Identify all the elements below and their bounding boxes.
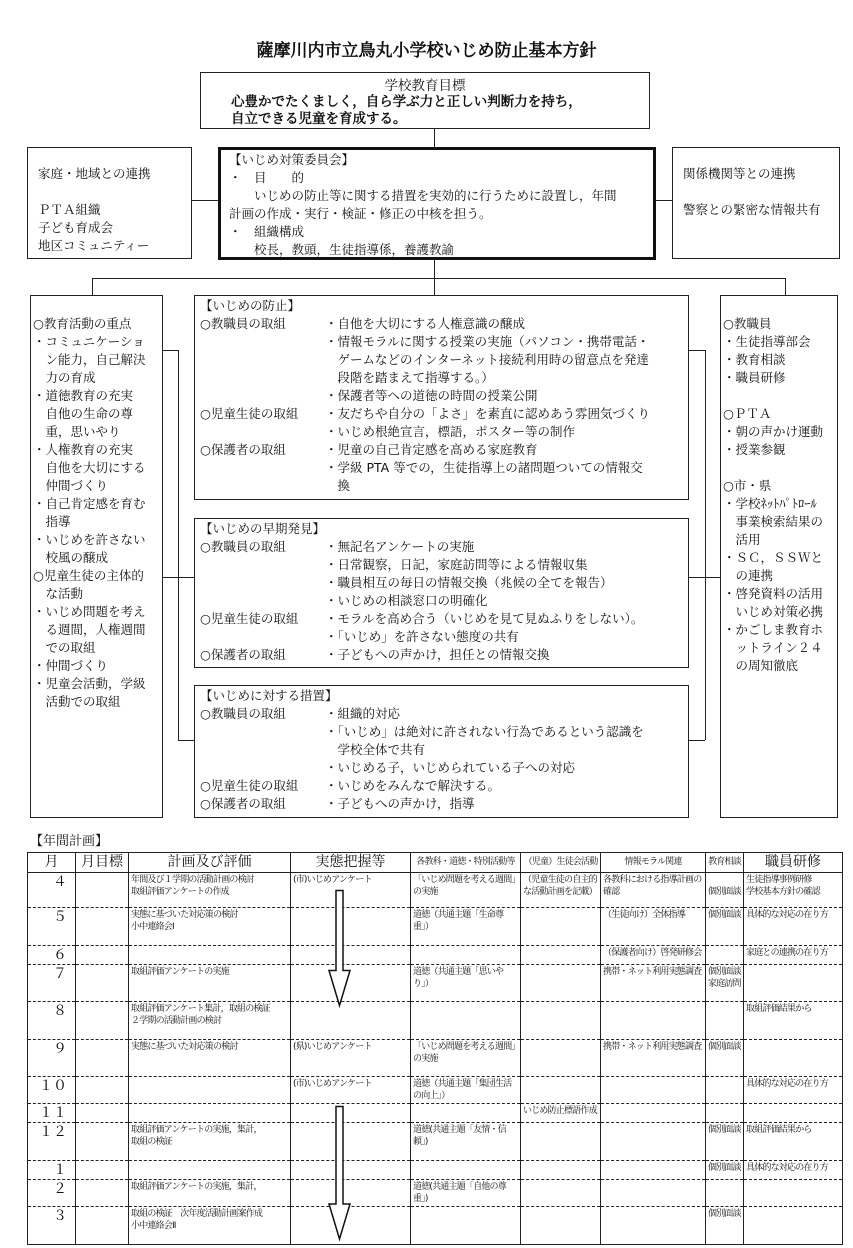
table-cell [601,1161,706,1180]
actor-label [200,369,325,387]
table-cell [744,1104,843,1123]
actor-label: ○教職員の取組 [200,706,286,721]
measure-row [200,759,688,777]
measure-row [200,592,688,610]
actor-label [200,759,325,777]
text-line: ・学校ﾈｯﾄﾊﾟﾄﾛｰﾙ [723,496,817,511]
connector [785,278,786,295]
measure-text: ・無記名アンケートの実施 [325,539,475,554]
connector [178,740,194,741]
table-row [28,1077,843,1104]
text-line: ・人権教育の充実 [33,442,134,457]
related-agencies-box [672,147,840,259]
actor-label [200,592,325,610]
column-header: 職員研修 [744,853,843,873]
measure-row [200,741,688,759]
table-cell: 具体的な対応の在り方 [744,908,843,946]
text-line: ットライン２４ [723,640,823,655]
measure-text: ・情報モラルに関する授業の実施（パソコン・携帯電話・ [325,334,650,349]
measure-text: ・「いじめ」を許さない態度の共有 [325,629,519,644]
measure-text: ・日常観察，日記，家庭訪問等による情報収集 [325,557,588,572]
text-line: ン能力，自己解決 [33,352,146,367]
text-line: 自他を大切にする [33,460,146,475]
table-cell: 取組評価アンケートの実施 [129,965,291,1002]
actor-label [200,574,325,592]
table-cell [521,1161,601,1180]
down-arrow-icon [329,891,350,1006]
text-line: ・ 目 的 [229,170,305,185]
table-cell [76,1104,129,1123]
annual-plan-heading: 【年間計画】 [30,834,109,849]
table-cell: 道徳（共通主題「生命尊重」） [411,908,521,946]
text-line: ・いじめを許さない [33,532,146,547]
table-cell [521,1207,601,1245]
text-line: ・啓発資料の活用 [723,586,824,601]
connector [705,350,706,740]
text-line: 計画の作成・実行・検証・修正の中核を担う。 [229,206,492,221]
staff-pta-city-column [720,295,838,818]
actor-label: ○保護者の取組 [200,442,286,457]
table-cell: 「いじめ問題を考える週間」の実施 [411,873,521,908]
text-line: 力の育成 [33,370,96,385]
text-line: 家庭・地域との連携 [38,166,151,181]
text-line: いじめ対策必携 [723,604,824,619]
table-cell: 取組の検証 次年度活動計画案作成 小中連絡会Ⅱ [129,1207,291,1245]
table-cell [601,1207,706,1245]
text-line [723,459,837,477]
measure-row [200,333,688,351]
measure-row [200,315,688,333]
table-cell [706,1002,744,1040]
column-header: 情報モラル関連 [601,853,706,873]
text-line: 仲間づくり [33,478,109,493]
section-heading: 【いじめに対する措置】 [200,688,338,703]
measure-text: ・自他を大切にする人権意識の醸成 [325,316,526,331]
measure-text: ・子どもへの声かけ，担任との情報交換 [325,647,550,662]
arrows-layer [325,0,355,1248]
table-cell [521,1180,601,1207]
table-cell [601,1002,706,1040]
measure-row [200,459,688,477]
table-row [28,873,843,908]
table-cell: 取組評価アンケートの実施，集計， 取組の検証 [129,1123,291,1161]
measure-row [200,795,688,813]
table-cell [521,1077,601,1104]
table-row [28,1002,843,1040]
table-cell: 各教科における指導計画の確認 [601,873,706,908]
table-cell [706,1180,744,1207]
table-cell [744,1040,843,1077]
goal-text [201,94,649,128]
table-cell [601,1123,706,1161]
measure-row [200,538,688,556]
table-cell [521,908,601,946]
text-line: 子ども育成会 [38,220,114,235]
measure-text: ・いじめをみんなで解決する。 [325,778,501,793]
text-line: ・児童会活動，学級 [33,676,146,691]
down-arrow-icon [329,1107,350,1240]
measure-row [200,574,688,592]
table-row [28,1161,843,1180]
connector [434,278,435,295]
section-heading: 【いじめの防止】 [200,298,301,313]
month-cell: １１ [28,1104,76,1123]
text-line [723,387,837,405]
table-cell [521,1123,601,1161]
table-cell [411,946,521,965]
measure-row [200,646,688,664]
table-cell: 道徳(共通主題「自他の尊重」) [411,1180,521,1207]
connector [163,577,194,578]
measure-row [200,723,688,741]
table-cell [129,1077,291,1104]
connector [92,278,93,295]
table-row [28,946,843,965]
document-title: 薩摩川内市立鳥丸小学校いじめ防止基本方針 [256,41,597,61]
actor-label [200,723,325,741]
actor-label: ○教職員の取組 [200,316,286,331]
text-line: ・自己肯定感を育む [33,496,146,511]
table-cell [129,1104,291,1123]
measure-text: ・組織的対応 [325,706,401,721]
table-cell: 道徳(共通主題「友情・信頼」) [411,1123,521,1161]
table-cell: 道徳（共通主題「思いやり」） [411,965,521,1002]
measure-text: ・いじめる子，いじめられている子への対応 [325,760,576,775]
table-cell [521,1040,601,1077]
month-cell: １０ [28,1077,76,1104]
actor-label [200,477,325,495]
goal-line: 自立できる児童を育成する。 [231,111,407,127]
connector [163,350,179,351]
text-line: な活動 [33,586,84,601]
actor-label: ○児童生徒の取組 [200,611,299,626]
column-header: 月目標 [76,853,129,873]
table-cell: 取組評価結果から [744,1002,843,1040]
text-line: 事業検索結果の [723,514,824,529]
table-cell: 個別面談 [706,873,744,908]
table-cell: （生徒向け）全体指導 [601,908,706,946]
text-line: 自他の生命の尊 [33,406,134,421]
table-cell: (市)いじめアンケート [291,1077,411,1104]
text-line: 【いじめ対策委員会】 [229,152,355,167]
goal-line: 心豊かでたくましく，自ら学ぶ力と正しい判断力を持ち， [231,94,582,110]
table-cell [521,946,601,965]
text-line [683,183,839,201]
table-cell [76,1161,129,1180]
actor-label [200,333,325,351]
measure-text: ゲームなどのインターネット接続利用時の留意点を発達 [325,352,649,367]
text-line: 校長，教頭，生徒指導係，養護教諭 [229,242,455,257]
table-cell: 実態に基づいた対応策の検討 小中連絡会Ⅰ [129,908,291,946]
text-line: の周知徹底 [723,658,799,673]
text-line: ・コミュニケーショ [33,334,145,349]
table-cell [601,1180,706,1207]
measure-row [200,423,688,441]
table-cell: 個別面談 [706,1040,744,1077]
month-cell: ６ [28,946,76,965]
measure-row [200,387,688,405]
table-cell: いじめ防止標語作成 [521,1104,601,1123]
table-cell [129,946,291,965]
text-line: ・道徳教育の充実 [33,388,134,403]
month-cell: ２ [28,1180,76,1207]
connector [178,350,179,740]
table-cell [601,1104,706,1123]
text-line: ・かごしま教育ホ [723,622,824,637]
text-line: る週間，人権週間 [33,622,146,637]
table-cell [76,1002,129,1040]
column-header: 実態把握等 [291,853,411,873]
text-line: 活用 [723,532,761,547]
connector [688,350,705,351]
school-goal-box [200,72,650,129]
table-cell: （児童生徒の自主的な活動計画を記載） [521,873,601,908]
table-row [28,908,843,946]
connector [434,260,435,278]
text-line [38,183,191,201]
month-cell: ３ [28,1207,76,1245]
text-line: ・ 組織構成 [229,224,305,239]
measure-text: ・モラルを高め合う（いじめを見て見ぬふりをしない）。 [325,611,644,626]
table-cell: 具体的な対応の在り方 [744,1161,843,1180]
early-detection-box [194,518,689,668]
actor-label: ○児童生徒の取組 [200,778,299,793]
table-cell [76,1077,129,1104]
table-row [28,1104,843,1123]
column-header: （児童）生徒会活動 [521,853,601,873]
goal-heading: 学校教育目標 [384,78,466,94]
table-cell [76,908,129,946]
measure-row [200,556,688,574]
month-cell: １２ [28,1123,76,1161]
table-cell: 携帯・ネット利用実態調査 [601,965,706,1002]
table-cell [76,946,129,965]
month-cell: ９ [28,1040,76,1077]
table-row [28,965,843,1002]
table-cell [706,946,744,965]
table-cell [744,1180,843,1207]
table-cell: 個別面談 [706,908,744,946]
table-cell [744,965,843,1002]
text-line: ○教育活動の重点 [33,316,132,331]
actor-label [200,351,325,369]
measure-text: ・友だちや自分の「よさ」を素直に認めあう雰囲気づくり [325,406,651,421]
text-line: ・生徒指導部会 [723,334,811,349]
column-header: 月 [28,853,76,873]
actor-label [200,423,325,441]
table-cell: 取組評価アンケートの実施，集計， [129,1180,291,1207]
table-row [28,1207,843,1245]
family-community-box [27,147,192,259]
table-cell [601,1077,706,1104]
measure-row [200,628,688,646]
text-line: での取組 [33,640,96,655]
table-cell: 取組評価結果から [744,1123,843,1161]
measure-text: ・保護者等への道徳の時間の授業公開 [325,388,538,403]
table-cell [76,1180,129,1207]
connector [192,200,218,201]
text-line: ・職員研修 [723,370,786,385]
measure-row [200,777,688,795]
text-line: ・ＳＣ，ＳＳＷと [723,550,824,565]
month-cell: ８ [28,1002,76,1040]
measure-row [200,477,688,495]
text-line: ○ＰＴＡ [723,406,772,421]
actor-label: ○保護者の取組 [200,647,286,662]
text-line: 関係機関等との連携 [683,166,796,181]
text-line: いじめの防止等に関する措置を実効的に行うために設置し，年間 [229,188,617,203]
column-header: 教育相談 [706,853,744,873]
table-row [28,1040,843,1077]
text-line: ○児童生徒の主体的 [33,568,144,583]
table-cell: 年間及び１学期の活動計画の検討 取組評価アンケートの作成 [129,873,291,908]
table-cell [706,1104,744,1123]
table-cell [411,1002,521,1040]
table-cell: 道徳（共通主題「集団生活の向上」） [411,1077,521,1104]
table-cell [521,1002,601,1040]
measure-text: ・児童の自己肯定感を高める家庭教育 [325,442,538,457]
table-cell [706,1077,744,1104]
text-line: ＰＴＡ組織 [38,202,101,217]
measure-row [200,351,688,369]
table-cell: 生徒指導事例研修 学校基本方針の確認 [744,873,843,908]
measure-text: ・いじめの相談窓口の明確化 [325,593,488,608]
text-line: ・仲間づくり [33,658,109,673]
text-line: 重，思いやり [33,424,121,439]
measure-row [200,369,688,387]
education-focus-column [30,295,163,818]
table-cell [129,1161,291,1180]
measure-text: 学校全体で共有 [325,742,426,757]
connector [655,200,672,201]
column-header: 各教科・道徳・特別活動等 [411,853,521,873]
measure-row [200,705,688,723]
text-line: ・いじめ問題を考え [33,604,146,619]
table-cell: 家庭との連携の在り方 [744,946,843,965]
actor-label [200,628,325,646]
table-cell: 実態に基づいた対応策の検討 [129,1040,291,1077]
table-cell: 「いじめ問題を考える週間」の実施 [411,1040,521,1077]
text-line: 活動での取組 [33,694,121,709]
month-cell: ５ [28,908,76,946]
measure-row [200,610,688,628]
actor-label: ○教職員の取組 [200,539,286,554]
section-heading: 【いじめの早期発見】 [200,521,326,536]
table-cell: 取組評価アンケート集計，取組の検証 ２学期の活動計画の検討 [129,1002,291,1040]
actor-label [200,459,325,477]
table-cell: 個別面談 [706,1123,744,1161]
measure-text: 段階を踏まえて指導する。） [325,370,494,385]
text-line: ○市・県 [723,478,772,493]
table-row [28,1180,843,1207]
table-cell [76,1123,129,1161]
actor-label [200,741,325,759]
text-line: ・教育相談 [723,352,786,367]
month-cell: ４ [28,873,76,908]
table-cell [76,965,129,1002]
committee-box [218,147,656,260]
text-line: ・授業参観 [723,442,786,457]
text-line: 指導 [33,514,71,529]
connector [434,129,435,147]
response-measures-box [194,685,689,818]
text-line: ○教職員 [723,316,772,331]
table-cell: 携帯・ネット利用実態調査 [601,1040,706,1077]
text-line: の連携 [723,568,774,583]
text-line: 校風の醸成 [33,550,109,565]
table-cell [521,965,601,1002]
table-cell [76,1207,129,1245]
measure-row [200,405,688,423]
table-cell: 具体的な対応の在り方 [744,1077,843,1104]
connector [688,577,720,578]
measure-text: ・「いじめ」は絶対に許されない行為であるという認識を [325,724,644,739]
table-cell: （保護者向け）啓発研修会 [601,946,706,965]
table-cell [411,1104,521,1123]
month-cell: １ [28,1161,76,1180]
measure-text: ・子どもへの声かけ，指導 [325,796,475,811]
text-line: 地区コミュニティー [38,238,150,253]
annual-plan-table [27,852,843,1245]
prevention-box [194,295,689,500]
connector [688,740,705,741]
actor-label: ○保護者の取組 [200,796,286,811]
measure-text: ・いじめ根絶宣言，標語，ポスター等の制作 [325,424,576,439]
actor-label [200,387,325,405]
table-cell: (県)いじめアンケート [291,1040,411,1077]
actor-label [200,556,325,574]
table-cell [76,873,129,908]
table-row [28,1123,843,1161]
measure-text: ・学級 PTA 等での，生徒指導上の諸問題ついての情報交 [325,460,643,475]
connector [92,278,786,279]
text-line: 警察との緊密な情報共有 [683,202,821,217]
table-cell [411,1161,521,1180]
measure-text: ・職員相互の毎日の情報交換（兆候の全てを報告） [325,575,613,590]
month-cell: ７ [28,965,76,1002]
measure-text: 換 [325,478,351,493]
table-cell [76,1040,129,1077]
column-header: 計画及び評価 [129,853,291,873]
actor-label: ○児童生徒の取組 [200,406,299,421]
table-cell: 個別面談 [706,1161,744,1180]
measure-row [200,441,688,459]
table-cell [411,1207,521,1245]
text-line: ・朝の声かけ運動 [723,424,824,439]
table-cell: (市)いじめアンケート [291,873,411,908]
table-cell [744,1207,843,1245]
table-cell: 個別面談 家庭訪問 [706,965,744,1002]
table-cell: 個別面談 [706,1207,744,1245]
